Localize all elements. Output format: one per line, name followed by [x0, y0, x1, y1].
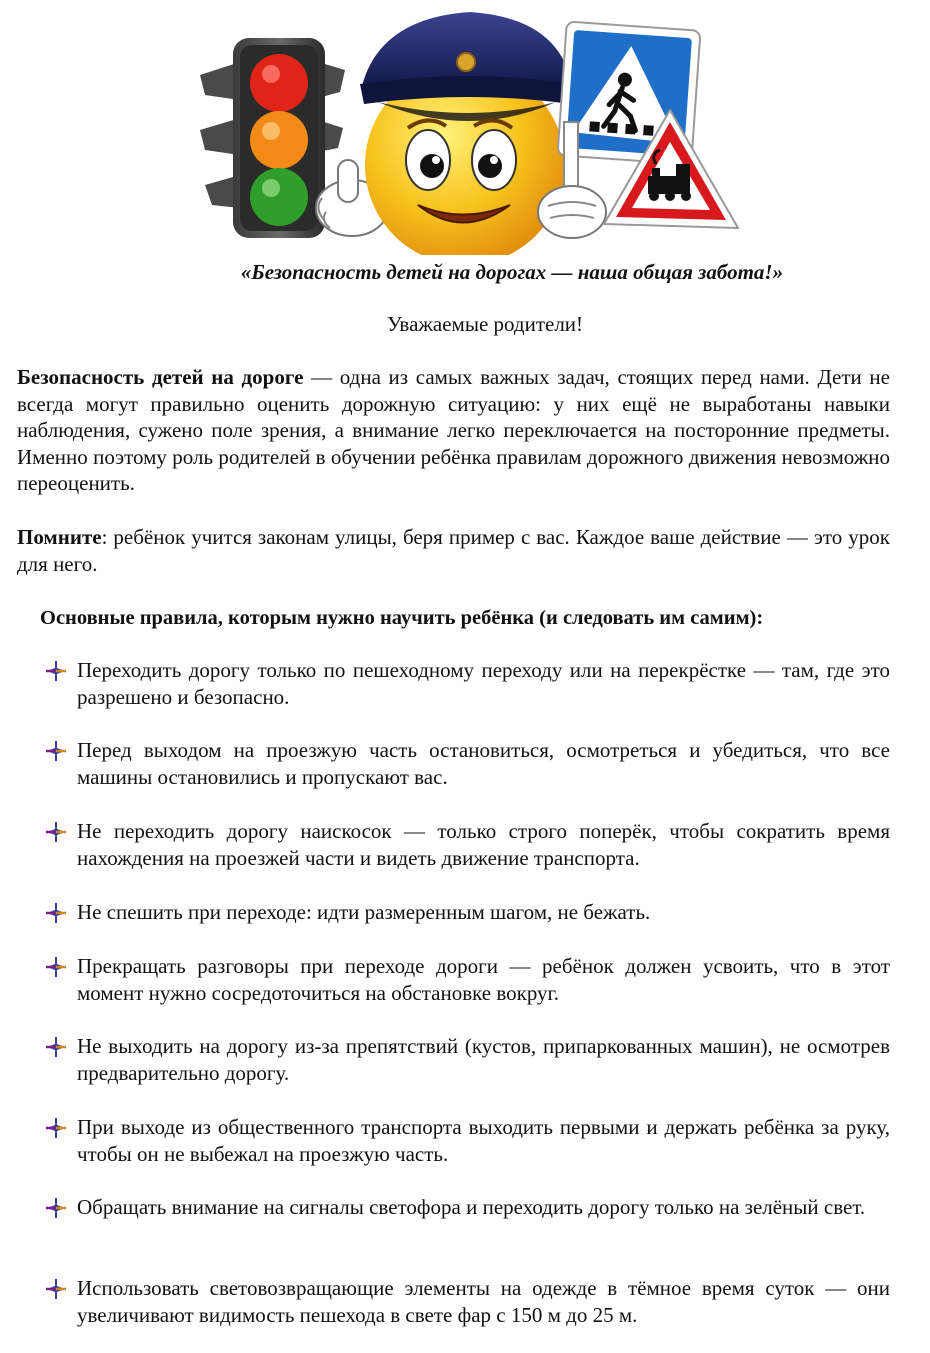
rules-heading: Основные правила, которым нужно научить ребёнка (и следовать им самим):: [40, 607, 764, 629]
intro-paragraph: [17, 364, 890, 497]
rule-text: Перед выходом на проезжую часть остановиться, осмотреться и убедиться, что все машины остановились и пропускают вас.: [77, 738, 890, 789]
rule-text: Не выходить на дорогу из-за препятствий (кустов, припаркованных машин), не осмотрев предварительно дорогу.: [77, 1034, 890, 1085]
rule-text: Обращать внимание на сигналы светофора и переходить дорогу только на зелёный свет.: [77, 1195, 866, 1219]
remember-text: : ребёнок учится законам улицы, беря пример с вас. Каждое ваше действие — это урок для него.: [17, 525, 890, 576]
pushpin-bullet-icon: [44, 660, 68, 682]
intro-text: — одна из самых важных задач, стоящих перед нами. Дети не всегда могут правильно оценить дорожную ситуацию: у них ещё не выработаны навыки наблюдения, сужено поле зрения, а внимание легко переключается на посторонние предметы. Именно поэтому роль родителей в обучении ребёнка правилам дорожного движения невозможно переоценить.: [17, 365, 890, 495]
intro-bold-lead: Безопасность детей на дороге: [17, 365, 304, 389]
pushpin-bullet-icon: [44, 902, 68, 924]
pushpin-bullet-icon: [44, 821, 68, 843]
rule-text: При выходе из общественного транспорта выходить первыми и держать ребёнка за руку, чтобы он не выбежал на проезжую часть.: [77, 1115, 890, 1166]
glove-holding-icon: [538, 186, 606, 238]
header-illustration: [0, 0, 930, 255]
pushpin-bullet-icon: [44, 740, 68, 762]
rule-text: Не переходить дорогу наискосок — только строго поперёк, чтобы сократить время нахождения на проезжей части и видеть движение транспорта.: [77, 819, 890, 870]
pushpin-bullet-icon: [44, 956, 68, 978]
remember-bold-lead: Помните: [17, 525, 102, 549]
slogan-heading: «Безопасность детей на дорогах — наша общая забота!»: [240, 260, 784, 284]
rule-text: Переходить дорогу только по пешеходному переходу или на перекрёстке — там, где это разрешено и безопасно.: [77, 658, 890, 709]
pushpin-bullet-icon: [44, 1197, 68, 1219]
rule-text: Прекращать разговоры при переходе дороги — ребёнок должен усвоить, что в этот момент нужно сосредоточиться на обстановке вокруг.: [77, 954, 890, 1005]
remember-paragraph: [17, 524, 890, 577]
rule-text: Не спешить при переходе: идти размеренным шагом, не бежать.: [77, 900, 651, 924]
pushpin-bullet-icon: [44, 1117, 68, 1139]
rule-text: Использовать световозвращающие элементы на одежде в тёмное время суток — они увеличивают видимость пешехода в свете фар с 150 м до 25 м.: [77, 1276, 890, 1327]
greeting: Уважаемые родители!: [386, 312, 584, 336]
pushpin-bullet-icon: [44, 1278, 68, 1300]
pushpin-bullet-icon: [44, 1036, 68, 1058]
